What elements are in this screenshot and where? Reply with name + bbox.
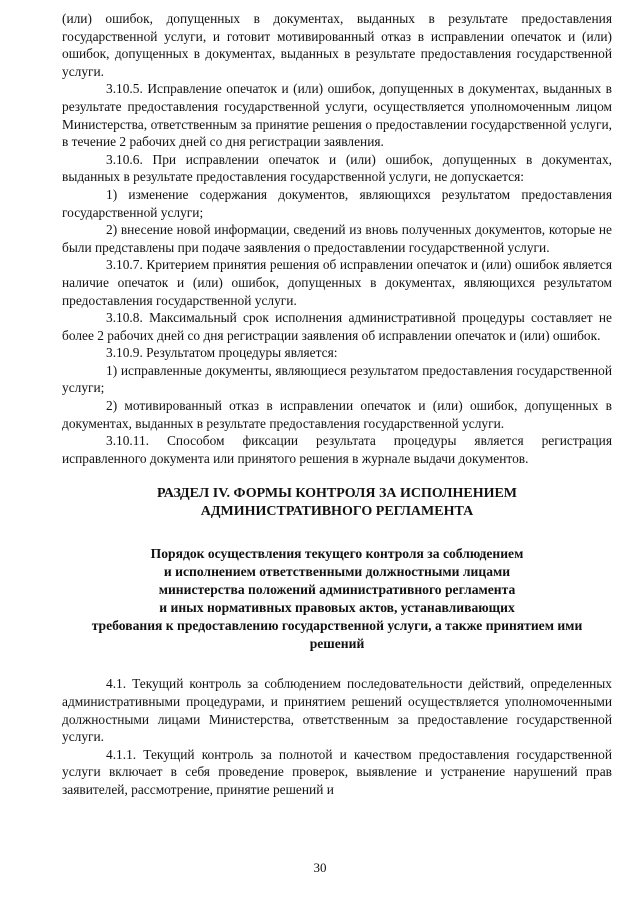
section-title-line-2: АДМИНИСТРАТИВНОГО РЕГЛАМЕНТА — [200, 504, 474, 520]
subtitle-line-3: министерства положений административного регламента — [158, 582, 516, 598]
spacer — [62, 653, 612, 675]
paragraph-4-1: 4.1. Текущий контроль за соблюдением последовательности действий, определенных административными процедурами, и принятием решений осуществляется уполномоченными должностными лицами Министерства, ответственным за предоставление государственной услуги. — [62, 676, 612, 745]
paragraph-3-10-5: 3.10.5. Исправление опечаток и (или) ошибок, допущенных в документах, выданных в результате предоставления государственной услуги, осуществляется уполномоченным лицом Министерства, ответственным за принятие решения о предоставлении государственной услуги, в течение 2 рабочих дней со дня регистрации заявления. — [62, 81, 612, 150]
section-title — [62, 485, 612, 521]
subtitle-line-1: Порядок осуществления текущего контроля за соблюдением — [150, 546, 524, 562]
subtitle-line-6: решений — [309, 636, 365, 652]
section-subtitle — [62, 545, 612, 653]
subtitle-line-4: и иных нормативных правовых актов, устанавливающих — [159, 600, 515, 616]
paragraph-3-10-11: 3.10.11. Способом фиксации результата процедуры является регистрация исправленного документа или принятого решения в журнале выдачи документов. — [62, 433, 612, 466]
paragraph-3-10-6: 3.10.6. При исправлении опечаток и (или) ошибок, допущенных в документах, выданных в результате предоставления государственной услуги, не допускается: — [62, 151, 612, 185]
list-item-2-refusal: 2) мотивированный отказ в исправлении опечаток и (или) ошибок, допущенных в документах, выданных в результате предоставления государственной услуги. — [62, 398, 612, 431]
section-title-line-1: РАЗДЕЛ IV. ФОРМЫ КОНТРОЛЯ ЗА ИСПОЛНЕНИЕМ — [156, 486, 518, 502]
paragraph-3-10-9: 3.10.9. Результатом процедуры является: — [106, 345, 338, 361]
list-item-2-new-info: 2) внесение новой информации, сведений из вновь полученных документов, которые не были представлены при подаче заявления о предоставлении государственной услуги. — [62, 222, 612, 255]
paragraph-4-1-1: 4.1.1. Текущий контроль за полнотой и качеством предоставления государственной услуги включает в себя проведение проверок, выявление и устранение нарушений прав заявителей, рассмотрение, принятие решений и — [62, 746, 612, 797]
paragraph-3-10-7: 3.10.7. Критерием принятия решения об исправлении опечаток и (или) ошибок является наличие опечаток и (или) ошибок, допущенных в документах, являющихся результатом предоставления государственной услуги. — [62, 257, 612, 308]
subtitle-line-5: требования к предоставлению государственной услуги, а также принятием ими — [91, 618, 583, 634]
subtitle-line-2: и исполнением ответственными должностными лицами — [163, 564, 511, 580]
document-page — [62, 10, 612, 799]
paragraph-3-10-8: 3.10.8. Максимальный срок исполнения административной процедуры составляет не более 2 рабочих дней со дня регистрации заявления об исправлении опечаток и (или) ошибок. — [62, 310, 612, 343]
list-item-1-change-content: 1) изменение содержания документов, являющихся результатом предоставления государственной услуги; — [62, 186, 612, 220]
list-item-1-corrected-docs: 1) исправленные документы, являющиеся результатом предоставления государственной услуги; — [62, 362, 612, 396]
page-number: 30 — [313, 860, 327, 875]
paragraph-continuation: (или) ошибок, допущенных в документах, выданных в результате предоставления государственной услуги, и готовит мотивированный отказ в исправлении опечаток и (или) ошибок, допущенных в документах, выданных в результате предоставления государственной услуги. — [62, 11, 612, 79]
